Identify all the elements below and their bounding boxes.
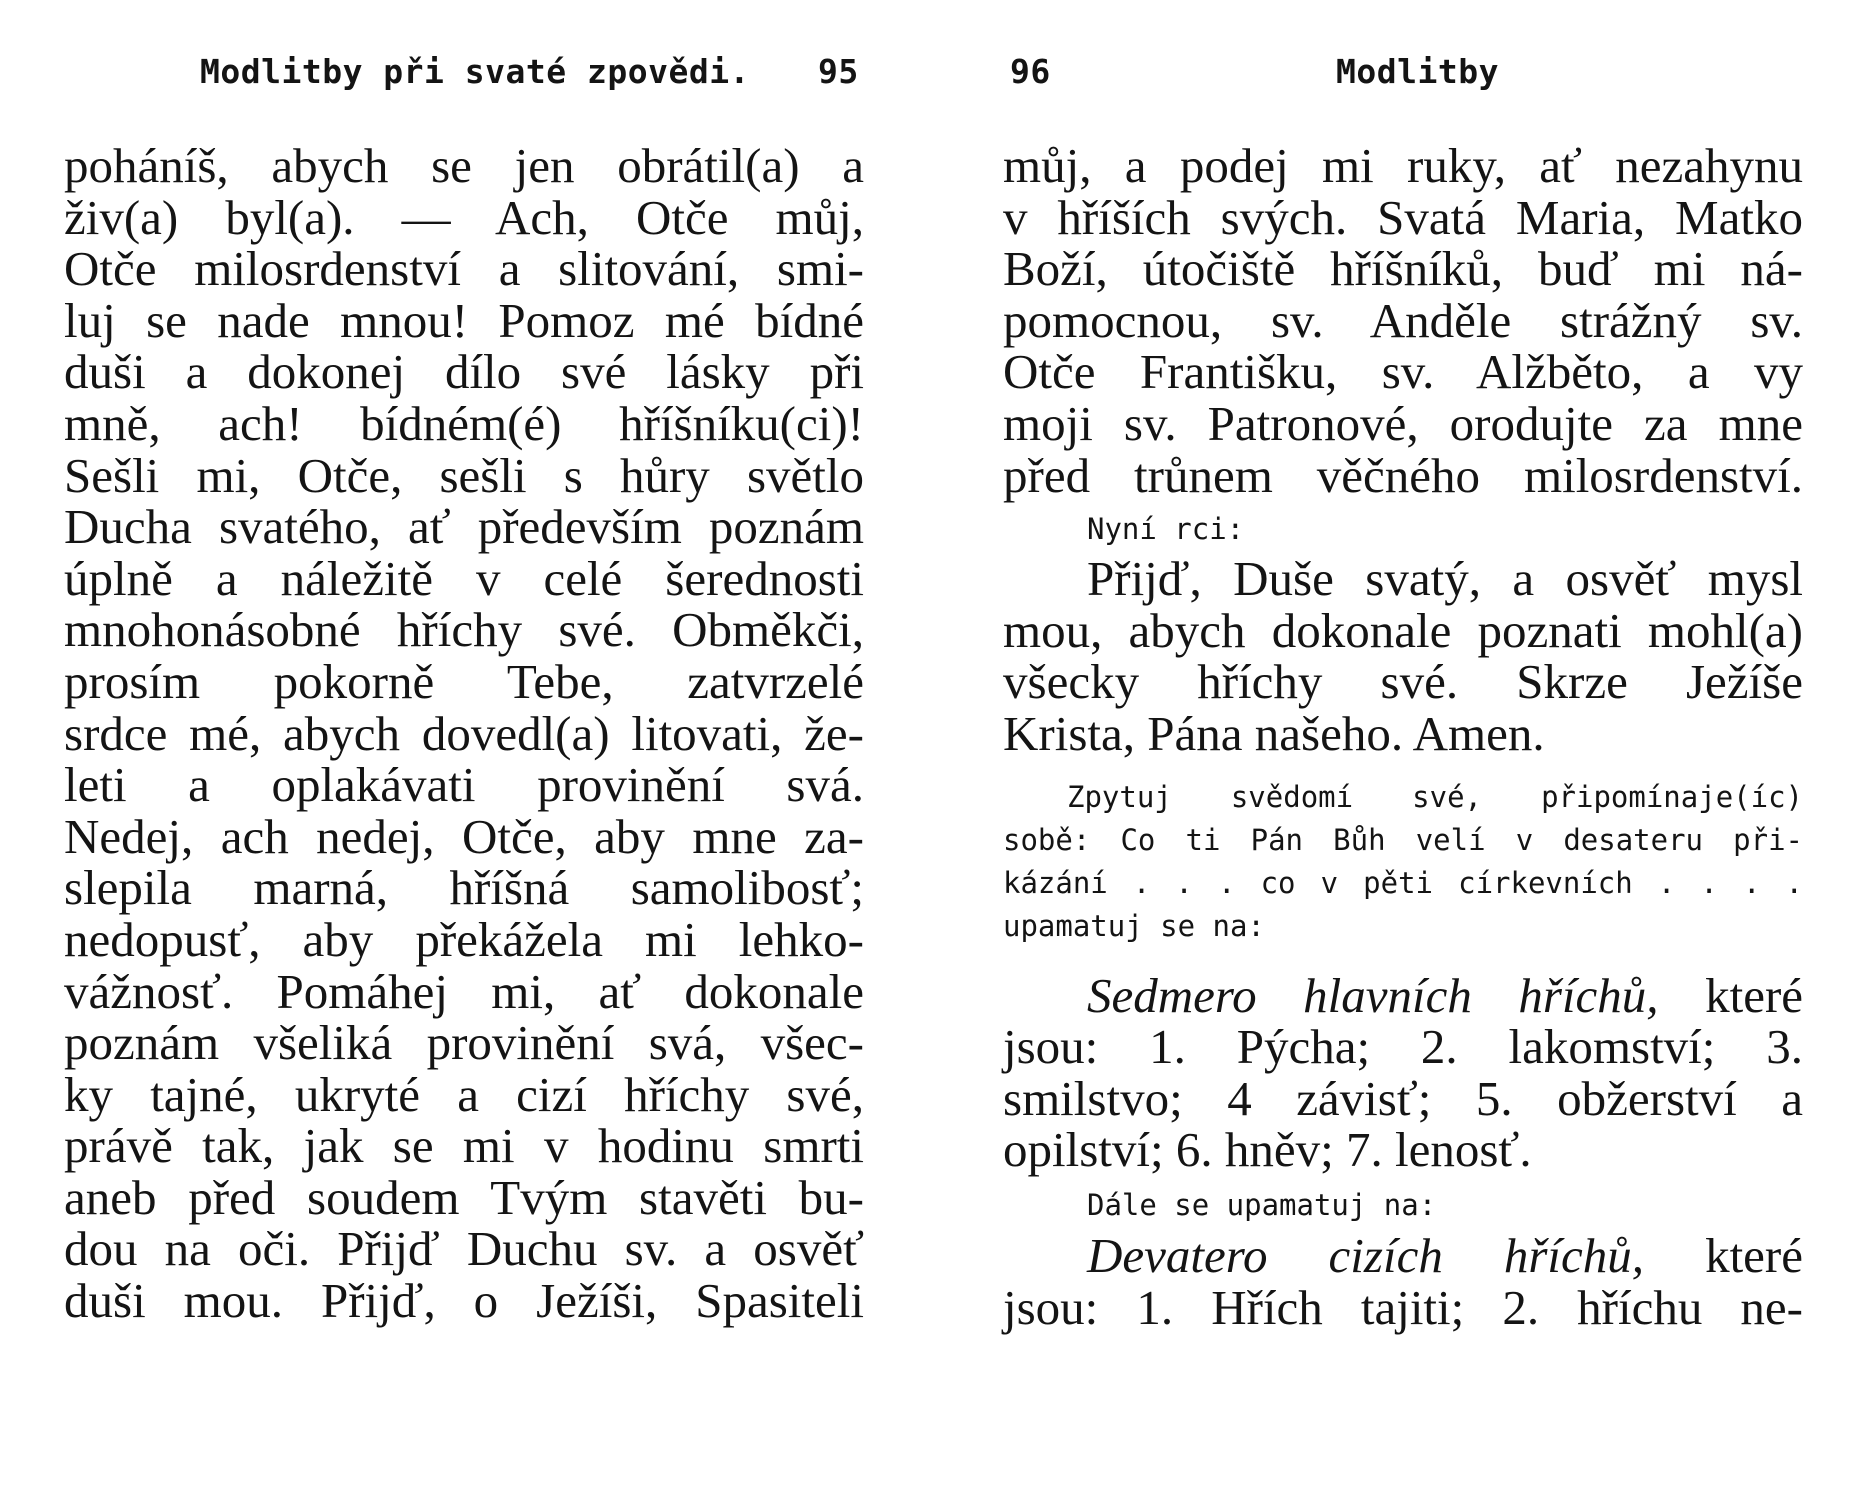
examine-conscience-line: kázání . . . co v pěti církevních . . . . (1003, 865, 1803, 900)
text-line: duši mou. Přijď, o Ježíši, Spasiteli (64, 1273, 864, 1329)
text-line: právě tak, jak se mi v hodinu smrti (64, 1118, 864, 1174)
nine-sins-continuation: které (1705, 1227, 1803, 1283)
left-page (0, 0, 920, 1500)
text-line: duši a dokonej dílo své lásky při (64, 344, 864, 400)
text-line: vážnosť. Pomáhej mi, ať dokonale (64, 963, 864, 1019)
text-line: srdce mé, abych dovedl(a) litovati, že- (64, 705, 864, 761)
seven-deadly-sins-heading (1003, 967, 1804, 1023)
text-line: Sešli mi, Otče, sešli s hůry světlo (64, 447, 864, 503)
text-line: nedopusť, aby překážela mi lehko- (64, 911, 864, 967)
right-page (920, 0, 1862, 1500)
text-line: všecky hříchy své. Skrze Ježíše (1003, 654, 1803, 710)
page-number: 96 (1010, 52, 1051, 91)
examine-conscience-line: Zpytuj svědomí své, připomínaje(íc) (1067, 779, 1803, 814)
left-prayer-text (64, 140, 864, 1327)
text-line: mně, ach! bídném(é) hříšníku(ci)! (64, 395, 864, 451)
instruction-now-say: Nyní rci: (1087, 512, 1245, 547)
text-line: Přijď, Duše svatý, a osvěť mysl (1087, 551, 1803, 607)
text-line: aneb před soudem Tvým stavěti bu- (64, 1169, 864, 1225)
text-line: mnohonásobné hříchy své. Obměkči, (64, 602, 864, 658)
text-line: moji sv. Patronové, orodujte za mne (1003, 395, 1803, 451)
further-remember-label: Dále se upamatuj na: (1087, 1187, 1437, 1222)
text-line: Boží, útočiště hříšníků, buď mi ná- (1003, 241, 1803, 297)
text-line: poznám všeliká provinění svá, všec- (64, 1015, 864, 1071)
nine-sins-title: Devatero cizích hříchů, (1087, 1227, 1645, 1283)
text-line: ky tajné, ukryté a cizí hříchy své, (64, 1066, 864, 1122)
page-number: 95 (818, 52, 859, 91)
text-line: slepila marná, hříšná samolibosť; (64, 860, 864, 916)
text-line: prosím pokorně Tebe, zatvrzelé (64, 653, 864, 709)
text-line: živ(a) byl(a). — Ach, Otče můj, (64, 189, 864, 245)
text-line: Otče milosrdenství a slitování, smi- (64, 241, 864, 297)
text-line: před trůnem věčného milosrdenství. (1003, 447, 1803, 503)
examine-conscience-line: sobě: Co ti Pán Bůh velí v desateru při- (1003, 822, 1803, 857)
text-line: poháníš, abych se jen obrátil(a) a (64, 138, 864, 193)
text-line: v hříších svých. Svatá Maria, Matko (1003, 189, 1803, 245)
text-line: můj, a podej mi ruky, ať nezahynu (1003, 138, 1803, 193)
text-line: úplně a náležitě v celé šerednosti (64, 550, 864, 606)
text-line: Otče Františku, sv. Alžběto, a vy (1003, 344, 1803, 400)
text-line: pomocnou, sv. Anděle strážný sv. (1003, 292, 1803, 348)
nine-foreign-sins-heading (1003, 1227, 1803, 1283)
text-line: jsou: 1. Hřích tajiti; 2. hříchu ne- (1003, 1279, 1803, 1335)
text-line: opilství; 6. hněv; 7. lenosť. (1003, 1122, 1532, 1178)
examine-conscience-line: upamatuj se na: (1003, 908, 1265, 943)
seven-sins-title: Sedmero hlavních hříchů, (1087, 967, 1659, 1023)
text-line: dou na oči. Přijď Duchu sv. a osvěť (64, 1221, 864, 1277)
text-line: Ducha svatého, ať především poznám (64, 499, 864, 555)
running-header-title: Modlitby (1336, 52, 1499, 91)
right-prayer-text (1003, 140, 1803, 1333)
text-line: Nedej, ach nedej, Otče, aby mne za- (64, 808, 864, 864)
text-line: mou, abych dokonale poznati mohl(a) (1003, 602, 1803, 658)
text-line: Krista, Pána našeho. Amen. (1003, 705, 1545, 761)
text-line: smilstvo; 4 závisť; 5. obžerství a (1003, 1070, 1803, 1126)
text-line: leti a oplakávati provinění svá. (64, 757, 864, 813)
running-header-title: Modlitby při svaté zpovědi. (200, 52, 750, 91)
seven-sins-continuation: které (1705, 967, 1804, 1023)
text-line: luj se nade mnou! Pomoz mé bídné (64, 292, 864, 348)
text-line: jsou: 1. Pýcha; 2. lakomství; 3. (1003, 1019, 1803, 1075)
